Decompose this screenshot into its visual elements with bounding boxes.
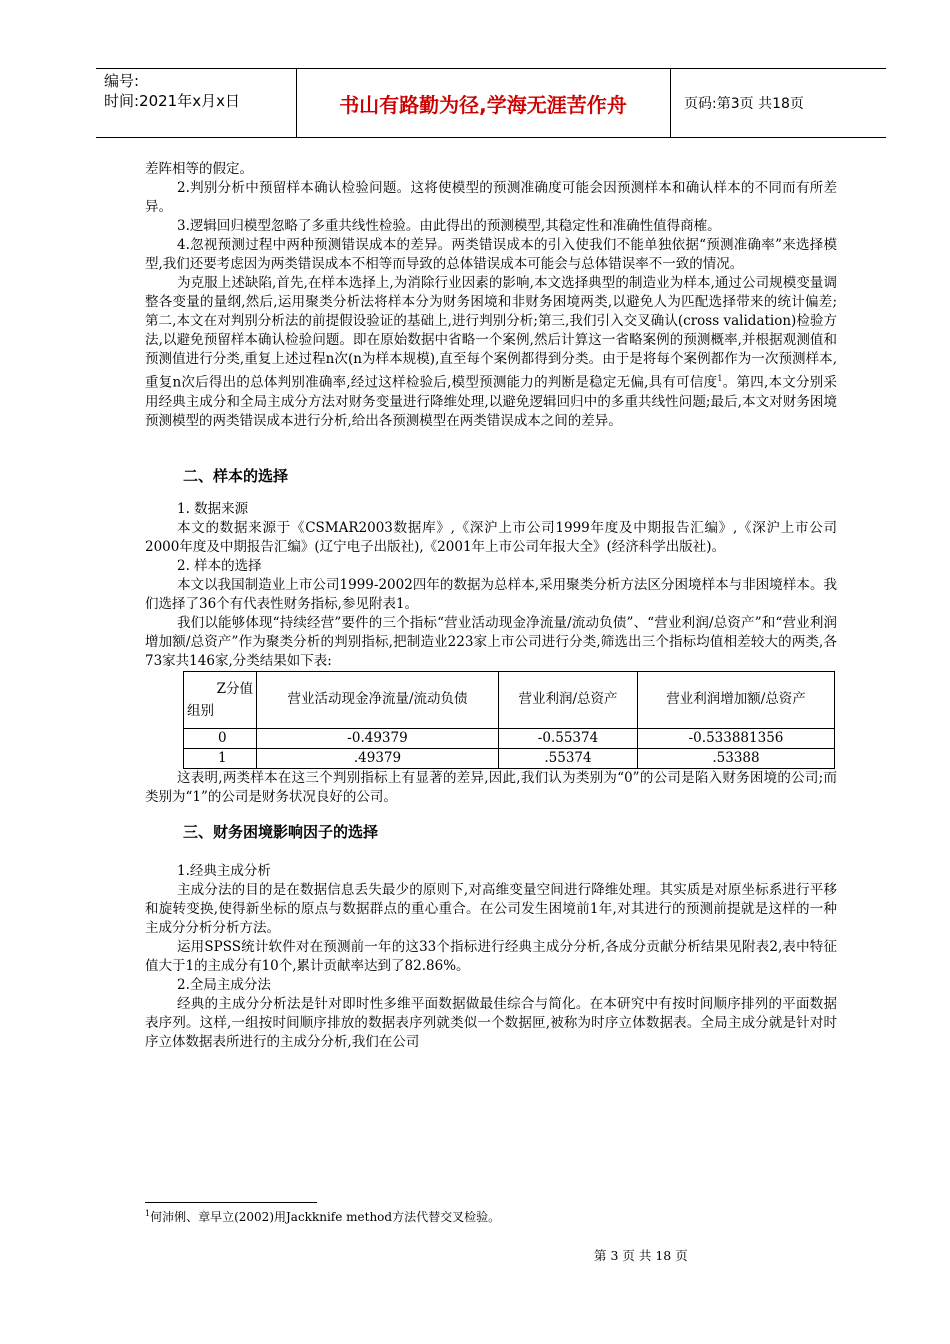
paragraph: 本文的数据来源于《CSMAR2003数据库》,《深沪上市公司1999年度及中期报告汇编》,《深沪上市公司2000年度及中期报告汇编》(辽宁电子出版社),《2001年上市公司年报大全》(经济科学出版社)。 xyxy=(145,519,837,555)
table-cell: -0.533881356 xyxy=(638,728,835,748)
subheading: 1.经典主成分析 xyxy=(177,862,271,879)
table-row xyxy=(184,748,835,768)
paragraph-text: 为克服上述缺陷,首先,在样本选择上,为消除行业因素的影响,本文选择典型的制造业为样本,通过公司规模变量调整各变量的量纲,然后,运用聚类分析法将样本分为财务困境和非财务困境两类,以避免人为匹配选择带来的统计偏差;第二,本文在对判别分析法的前提假设验证的基础上,进行判别分析;第三,我们引入交叉确认(cross validation)检验方法,以避免预留样本确认检验问题。即在原始数据中省略一个案例,然后计算这一省略案例的预测概率,并根据观测值和预测值进行分类,重复上述过程n次(n为样本规模),直至每个案例都得到分类。由于是将每个案例都作为一次预测样本,重复n次后得出的总体判别准确率,经过这样检验后,模型预测能力的判断是稳定无偏,具有可信度 xyxy=(145,275,837,391)
paragraph: 我们以能够体现“持续经营”要件的三个指标“营业活动现金净流量/流动负债”、“营业利润/总资产”和“营业利润增加额/总资产”作为聚类分析的判别指标,把制造业223家上市公司进行分类,筛选出三个指标均值相差较大的两类,各73家共146家,分类结果如下表: xyxy=(145,614,837,669)
paragraph: 差阵相等的假定。 xyxy=(145,161,253,177)
table-cell-group: 0 xyxy=(184,728,257,748)
section-heading: 三、财务困境影响因子的选择 xyxy=(183,822,379,841)
paragraph xyxy=(145,274,837,431)
footnote-text: 何沛俐、章早立(2002)用Jackknife method方法代替交叉检验。 xyxy=(150,1210,501,1224)
header-page-label: 页码:第3页 共18页 xyxy=(684,96,804,112)
paragraph: 这表明,两类样本在这三个判别指标上有显著的差异,因此,我们认为类别为“0”的公司是陷入财务困境的公司;而类别为“1”的公司是财务状况良好的公司。 xyxy=(145,769,837,805)
table-corner-cell xyxy=(184,671,257,728)
table-cell: -0.55374 xyxy=(499,728,638,748)
subheading: 2. 样本的选择 xyxy=(177,557,262,574)
number-label: 编号: xyxy=(104,72,140,90)
table-cell: .49379 xyxy=(257,748,499,768)
cluster-result-table xyxy=(183,671,835,769)
paragraph: 2.判别分析中预留样本确认检验问题。这将使模型的预测准确度可能会因预测样本和确认样本的不同而有所差异。 xyxy=(145,180,837,215)
paragraph: 3.逻辑回归模型忽略了多重共线性检验。由此得出的预测模型,其稳定性和准确性值得商榷。 xyxy=(177,218,721,234)
table-cell: -0.49379 xyxy=(257,728,499,748)
header-motto: 书山有路勤为径,学海无涯苦作舟 xyxy=(339,93,627,117)
footnote-marker: 1 xyxy=(717,374,723,383)
paragraph: 主成分法的目的是在数据信息丢失最少的原则下,对高维变量空间进行降维处理。其实质是对原坐标系进行平移和旋转变换,使得新坐标的原点与数据群点的重心重合。在公司发生困境前1年,对其进行的预测前提就是这样的一种主成分分析分析方法。 xyxy=(145,881,837,936)
table-cell: .55374 xyxy=(499,748,638,768)
footnote-marker: 1 xyxy=(145,1209,151,1218)
page-header xyxy=(96,68,886,138)
header-meta xyxy=(104,71,240,111)
paragraph: 经典的主成分分析法是针对即时性多维平面数据做最佳综合与简化。在本研究中有按时间顺序排列的平面数据表序列。这样,一组按时间顺序排放的数据表序列就类似一个数据匣,被称为时序立体数据表。全局主成分就是针对时序立体数据表所进行的主成分分析,我们在公司 xyxy=(145,995,837,1050)
subheading: 2.全局主成分法 xyxy=(177,976,271,993)
table-cell-group: 1 xyxy=(184,748,257,768)
table-header-row xyxy=(184,671,835,728)
paragraph: 4.忽视预测过程中两种预测错误成本的差异。两类错误成本的引入使我们不能单独依据“预测准确率”来选择模型,我们还要考虑因为两类错误成本不相等而导致的总体错误成本可能会与总体错误率不一致的情况。 xyxy=(145,237,837,272)
footnote xyxy=(145,1208,500,1225)
footnote-divider xyxy=(145,1202,317,1203)
corner-top: Z分值 xyxy=(216,680,253,697)
table-header: 营业利润增加额/总资产 xyxy=(638,671,835,728)
subheading: 1. 数据来源 xyxy=(177,500,249,517)
paragraph: 运用SPSS统计软件对在预测前一年的这33个指标进行经典主成分分析,各成分贡献分析结果见附表2,表中特征值大于1的主成分有10个,累计贡献率达到了82.86%。 xyxy=(145,938,837,974)
corner-bottom: 组别 xyxy=(187,702,214,719)
header-divider xyxy=(670,69,671,137)
paragraph: 本文以我国制造业上市公司1999-2002四年的数据为总样本,采用聚类分析方法区分困境样本与非困境样本。我们选择了36个有代表性财务指标,参见附表1。 xyxy=(145,576,837,612)
body-content xyxy=(145,160,837,1052)
section-heading: 二、样本的选择 xyxy=(183,466,289,485)
table-row xyxy=(184,728,835,748)
table-header: 营业利润/总资产 xyxy=(499,671,638,728)
page-number: 第 3 页 共 18 页 xyxy=(594,1248,688,1263)
time-label: 时间:2021年x月x日 xyxy=(104,92,240,110)
table-header: 营业活动现金净流量/流动负债 xyxy=(257,671,499,728)
paragraph-text: 。第四,本文分别采用经典主成分和全局主成分方法对财务变量进行降维处理,以避免逻辑回归中的多重共线性问题;最后,本文对财务困境预测模型的两类错误成本进行分析,给出各预测模型在两类错误成本之间的差异。 xyxy=(145,374,837,429)
table-cell: .53388 xyxy=(638,748,835,768)
